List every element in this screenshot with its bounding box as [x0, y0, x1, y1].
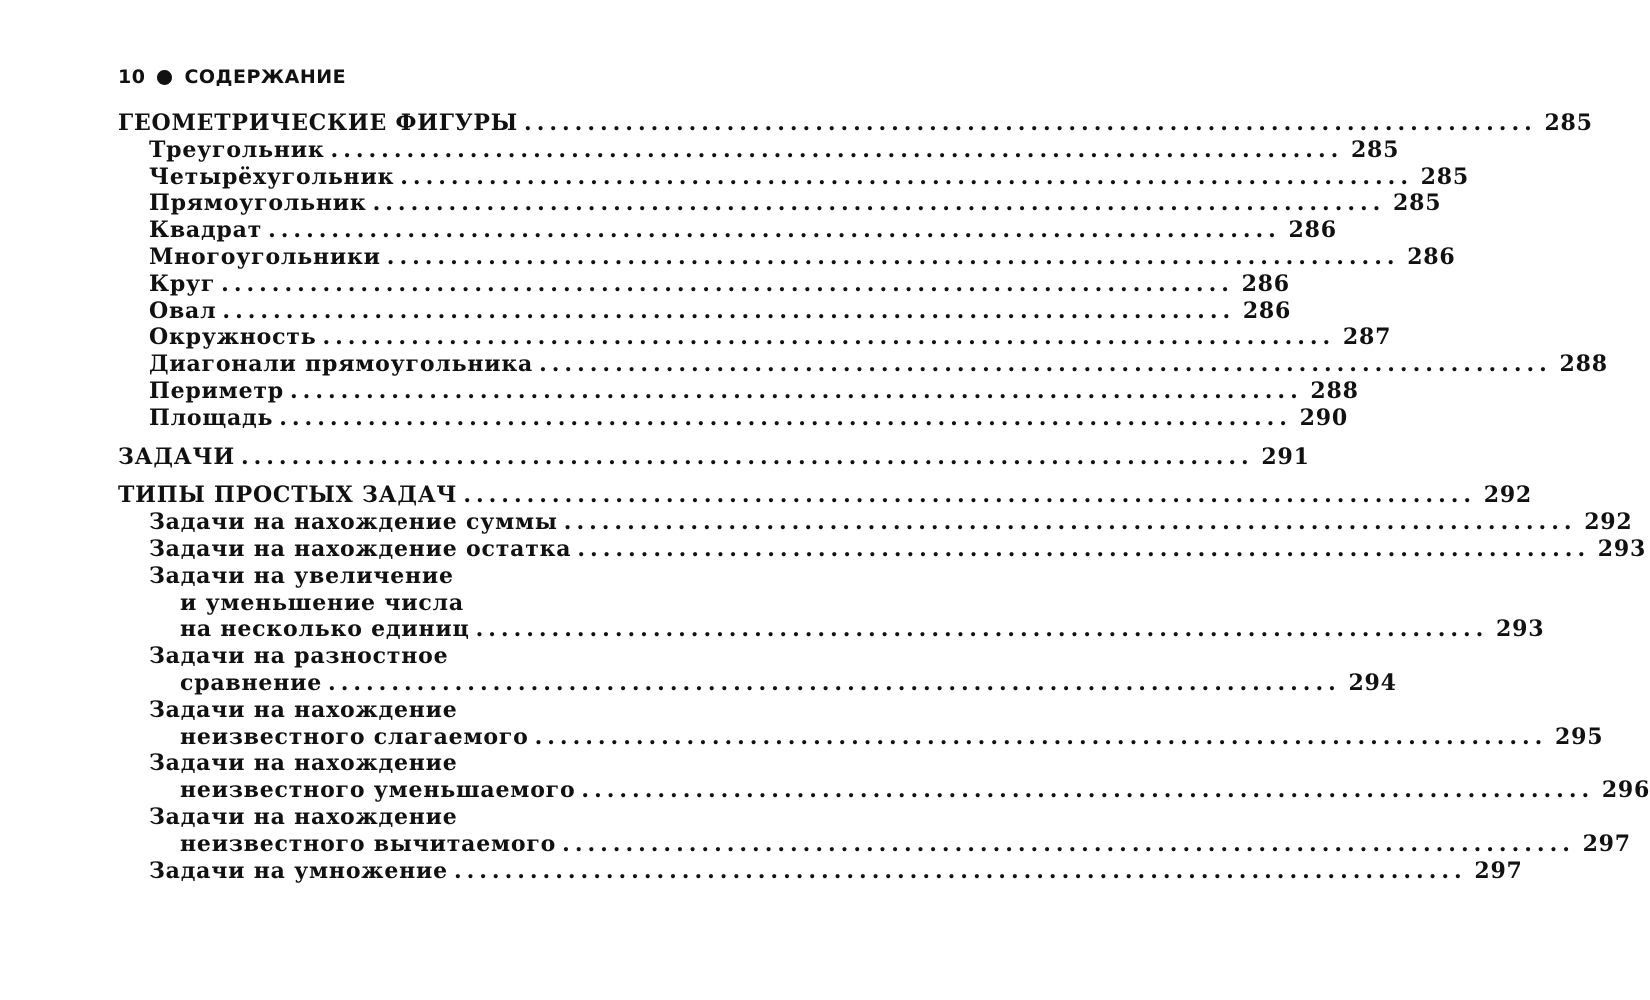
toc-entry-page: 295: [1555, 723, 1604, 750]
toc-leader-dots: ................................................................................: [386, 243, 1400, 270]
toc-entry-page: 288: [1559, 351, 1608, 378]
toc-leader-dots: ................................................................................: [222, 297, 1236, 324]
toc-entry: [118, 535, 1647, 563]
toc-entry: [118, 136, 1400, 164]
toc-entry-page: 292: [1483, 482, 1533, 509]
toc-entry-page: 285: [1350, 136, 1400, 163]
toc-entry-title: Многоугольники: [149, 243, 381, 270]
toc-entry-page: 292: [1584, 509, 1633, 536]
toc-leader-dots: ................................................................................: [279, 404, 1292, 431]
toc-entry-page: 288: [1310, 377, 1359, 404]
toc-entry-title: сравнение: [180, 669, 323, 696]
toc-leader-dots: ................................................................................: [463, 482, 1477, 509]
toc-leader-dots: ................................................................................: [562, 830, 1575, 857]
toc-entry: [118, 443, 1310, 471]
toc-entry-title: неизвестного слагаемого: [180, 723, 529, 750]
toc-entry-title: Задачи на нахождение: [149, 803, 458, 830]
toc-entry: [118, 590, 712, 617]
toc-leader-dots: ................................................................................: [453, 857, 1467, 884]
toc-entry-title: неизвестного уменьшаемого: [180, 777, 576, 804]
toc-leader-dots: ................................................................................: [475, 616, 1489, 643]
toc-entry: [118, 217, 1337, 244]
toc-entry: [118, 297, 1292, 325]
toc-entry: [118, 110, 1593, 137]
toc-entry-page: 286: [1288, 217, 1337, 244]
toc-entry: [118, 482, 1533, 509]
toc-entry-title: Круг: [149, 270, 216, 297]
toc-entry-title: Задачи на умножение: [149, 857, 448, 884]
toc-entry-title: Прямоугольник: [149, 190, 367, 217]
toc-leader-dots: ................................................................................: [268, 217, 1281, 244]
toc-entry-page: 286: [1407, 243, 1456, 270]
toc-entry-title: ЗАДАЧИ: [118, 443, 235, 470]
toc-entry-title: Диагонали прямоугольника: [149, 351, 534, 378]
toc-leader-dots: ................................................................................: [400, 163, 1413, 190]
toc-entry-page: 293: [1496, 616, 1545, 643]
toc-entry-page: 285: [1393, 190, 1442, 217]
toc-entry: [118, 243, 1456, 271]
toc-entry: [118, 804, 712, 831]
toc-leader-dots: ................................................................................: [328, 669, 1341, 696]
toc-leader-dots: ................................................................................: [524, 110, 1537, 136]
toc-entry-page: 294: [1348, 669, 1397, 696]
toc-leader-dots: ................................................................................: [577, 535, 1591, 562]
toc-leader-dots: ................................................................................: [240, 443, 1254, 470]
toc-entry-title: неизвестного вычитаемого: [180, 830, 557, 857]
toc-entry-page: 291: [1261, 443, 1310, 470]
toc-entry: [118, 723, 1604, 751]
toc-entry-title: Квадрат: [149, 217, 263, 244]
toc-entry-page: 286: [1241, 270, 1290, 297]
toc-entry-title: Задачи на нахождение суммы: [149, 509, 558, 536]
toc-leader-dots: ................................................................................: [581, 777, 1595, 804]
toc-leader-dots: ................................................................................: [534, 723, 1548, 750]
section-title: СОДЕРЖАНИЕ: [184, 66, 347, 88]
toc-entry: [118, 697, 712, 724]
toc-entry-page: 297: [1474, 857, 1523, 884]
toc-entry: [118, 404, 1348, 432]
toc-leader-dots: ................................................................................: [322, 324, 1336, 351]
toc-entry-title: Задачи на увеличение: [149, 562, 454, 589]
toc-entry-title: ТИПЫ ПРОСТЫХ ЗАДАЧ: [118, 482, 458, 509]
toc-entry: [118, 616, 1545, 643]
toc-entry-title: Окружность: [149, 324, 317, 351]
toc-entry-page: 286: [1242, 297, 1292, 324]
toc-entry-page: 285: [1420, 163, 1469, 190]
toc-entry: [118, 509, 1633, 536]
toc-entry-title: Задачи на нахождение: [149, 750, 458, 777]
toc-entry-title: Задачи на нахождение: [149, 696, 458, 723]
toc-entry: [118, 857, 1523, 885]
toc-entry-title: Овал: [149, 297, 217, 324]
toc-leader-dots: ................................................................................: [539, 351, 1552, 378]
toc-entry-page: 293: [1597, 535, 1647, 562]
toc-entry-page: 296: [1601, 777, 1650, 804]
toc-entry: [118, 669, 1397, 697]
toc-entry-page: 297: [1582, 830, 1631, 857]
toc-leader-dots: ................................................................................: [330, 136, 1344, 163]
toc-entry-title: на несколько единиц: [180, 616, 470, 643]
toc-leader-dots: ................................................................................: [290, 377, 1303, 404]
toc-leader-dots: ................................................................................: [563, 509, 1577, 536]
toc-entry: [118, 563, 712, 590]
toc-entry: [118, 377, 1359, 405]
toc-leader-dots: ................................................................................: [372, 190, 1386, 217]
toc-entry-title: Задачи на разностное: [149, 643, 449, 670]
toc-entry: [118, 643, 712, 670]
toc-entry-title: Четырёхугольник: [149, 163, 395, 190]
toc-entry-title: Площадь: [149, 404, 274, 431]
toc-entry: [118, 324, 1392, 351]
toc-entry-title: Задачи на нахождение остатка: [149, 535, 572, 562]
page-number: 10: [118, 66, 146, 88]
toc-entry-title: ГЕОМЕТРИЧЕСКИЕ ФИГУРЫ: [118, 110, 519, 136]
page-header: [118, 66, 346, 88]
toc-entry-title: и уменьшение числа: [180, 589, 464, 616]
toc-leader-dots: ................................................................................: [221, 270, 1234, 297]
toc-entry: [118, 163, 1469, 191]
toc-entry: [118, 830, 1631, 858]
toc-entry-title: Треугольник: [149, 136, 325, 163]
toc-entry: [118, 750, 712, 777]
toc-entry: [118, 190, 1442, 217]
bullet-dot-icon: [157, 70, 172, 85]
toc-entry-page: 290: [1299, 404, 1348, 431]
table-of-contents: [118, 110, 1650, 884]
toc-entry: [118, 777, 1650, 804]
toc-entry: [118, 351, 1608, 378]
toc-entry: [118, 270, 1290, 298]
toc-entry-page: 287: [1342, 324, 1392, 351]
toc-entry-title: Периметр: [149, 377, 284, 404]
toc-entry-page: 285: [1544, 110, 1593, 136]
